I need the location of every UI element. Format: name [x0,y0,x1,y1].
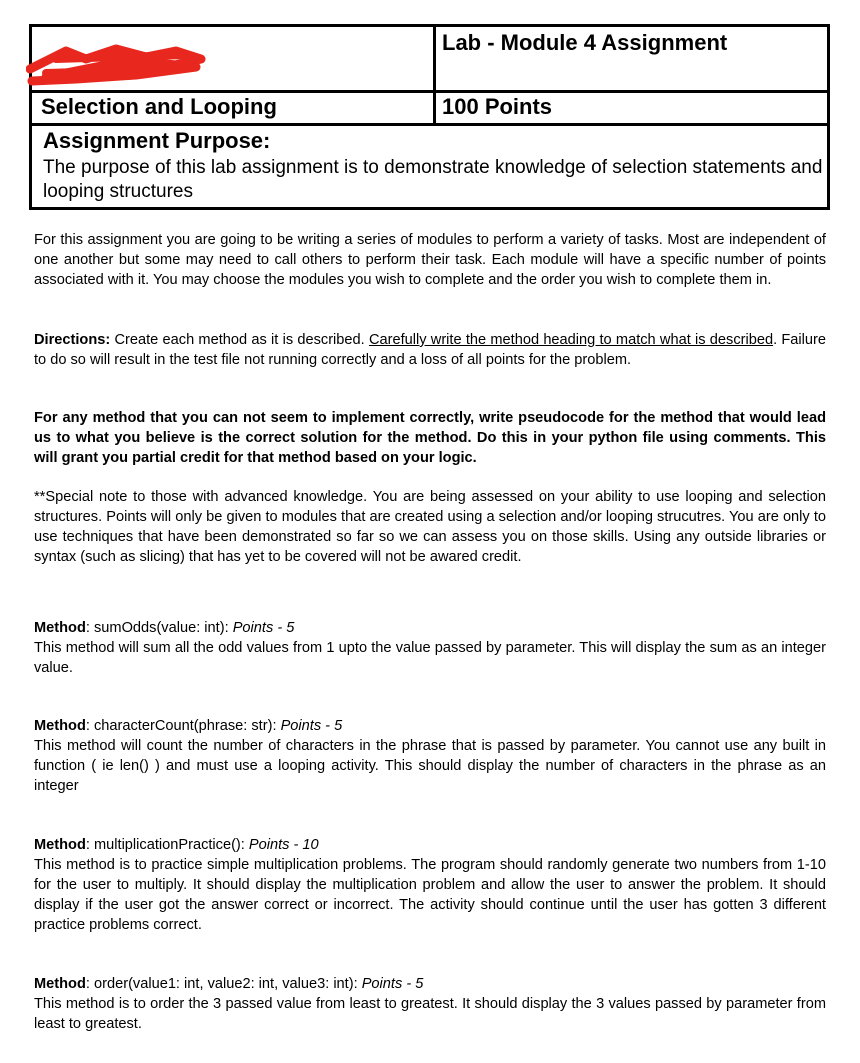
directions-text-2: . Failure to do so will result in the test file not running correctly and a loss of all points for the problem. [34,332,826,368]
header-table [29,24,830,210]
purpose-heading: Assignment Purpose: [43,128,271,153]
method-points: Points - 5 [361,976,424,992]
method-signature: : order(value1: int, value2: int, value3: int): [85,976,362,992]
method-heading [34,716,826,736]
directions-underlined: Carefully write the method heading to match what is described [368,332,774,348]
special-note: **Special note to those with advanced knowledge. You are being assessed on your ability to use looping and selection structures. Points will only be given to modules that are created using a selection and/or looping strucutres. You are only to use techniques that have been demonstrated so far so we can assess you on those skills. Using any outside libraries or syntax (such as slicing) that has yet to be covered will not be awared credit. [34,489,826,565]
method-heading [34,974,826,994]
method-points: Points - 10 [248,837,319,853]
assignment-topic: Selection and Looping [32,93,436,126]
method-label: Method [34,620,86,636]
method-description: This method will sum all the odd values from 1 upto the value passed by parameter. This will display the sum as an integer value. [34,640,826,676]
method-label: Method [34,837,86,853]
name-cell [32,27,436,93]
method-sum-odds [34,618,826,678]
directions-label: Directions: [34,332,111,348]
method-description: This method is to order the 3 passed value from least to greatest. It should display the 3 values passed by parameter from least to greatest. [34,996,826,1032]
method-heading [34,618,826,638]
method-signature: : characterCount(phrase: str): [85,718,281,734]
pseudocode-note: For any method that you can not seem to implement correctly, write pseudocode for the method that would lead us to what you believe is the correct solution for the method. Do this in your python file using comments. This will grant you partial credit for that method based on your logic. [34,410,826,466]
method-signature: : multiplicationPractice(): [85,837,249,853]
method-description: This method is to practice simple multiplication problems. The program should randomly generate two numbers from 1-10 for the user to multiply. It should display the multiplication problem and allow the user to answer the problem. It should display if the user got the answer correct or incorrect. The activity should continue until the user has gotten 3 different practice problems correct. [34,857,826,933]
method-character-count [34,716,826,796]
redaction-scribble [26,37,226,87]
purpose-text: The purpose of this lab assignment is to demonstrate knowledge of selection statements and looping structures [43,157,823,202]
method-points: Points - 5 [280,718,343,734]
directions-text-1: Create each method as it is described. [110,332,369,348]
directions-paragraph [34,330,826,370]
assignment-title: Lab - Module 4 Assignment [436,27,827,93]
purpose-cell [32,126,827,207]
method-signature: : sumOdds(value: int): [85,620,233,636]
method-label: Method [34,718,86,734]
intro-paragraph: For this assignment you are going to be writing a series of modules to perform a variety of tasks. Most are independent of one another but some may need to call others to perform their task. Each module will have a specific number of points associated with it. You may choose the modules you wish to complete and the order you wish to complete them in. [34,232,826,288]
method-order [34,974,826,1034]
method-points: Points - 5 [232,620,295,636]
method-label: Method [34,976,86,992]
method-multiplication-practice [34,835,826,935]
assignment-points: 100 Points [436,93,827,126]
method-heading [34,835,826,855]
method-description: This method will count the number of characters in the phrase that is passed by parameter. You cannot use any built in function ( ie len() ) and must use a looping activity. This should display the number of characters in the phrase as an integer [34,738,826,794]
